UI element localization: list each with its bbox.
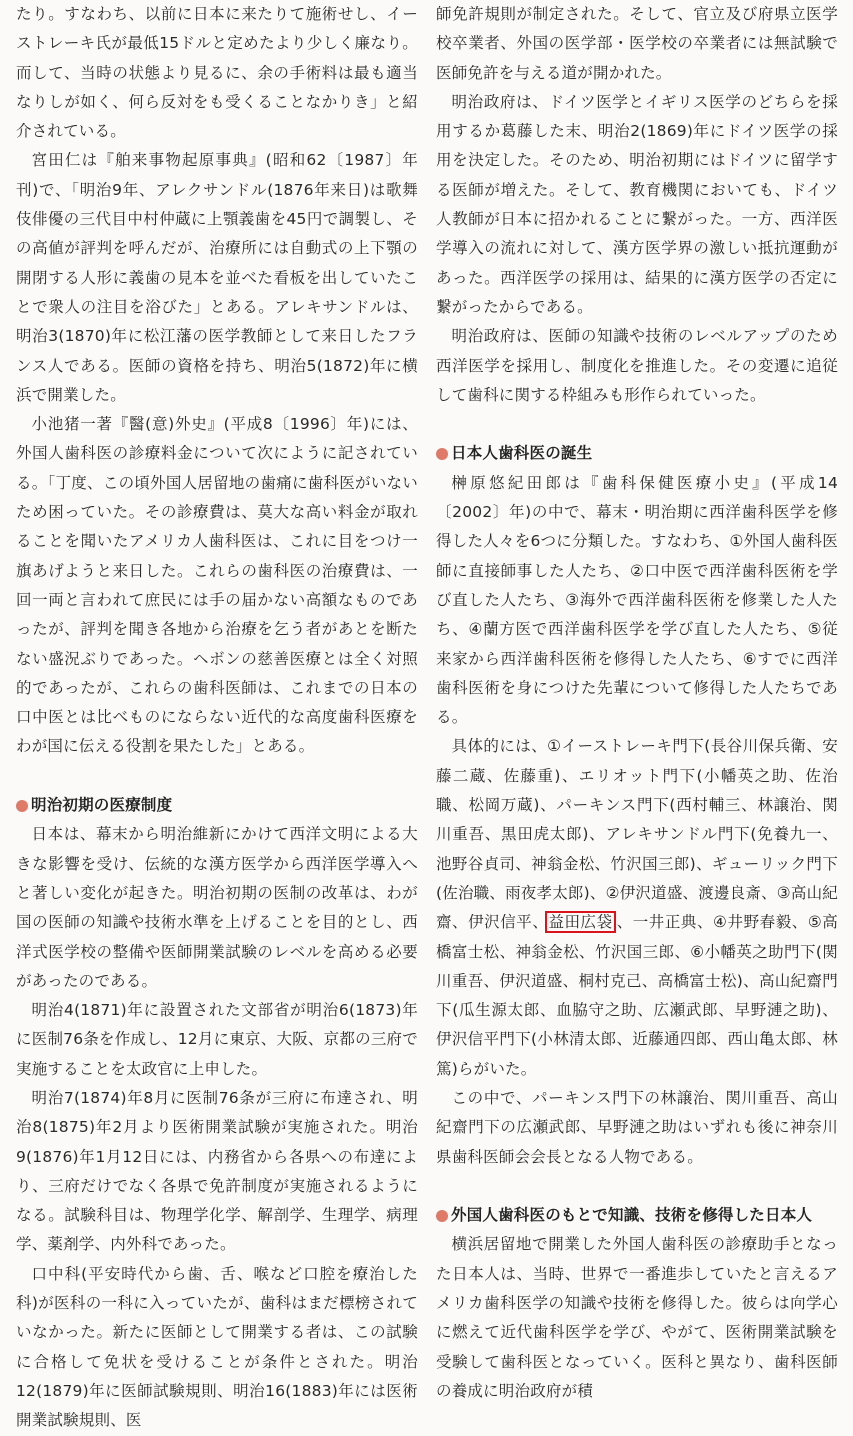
section-heading: [436, 439, 838, 468]
paragraph: 明治政府は、医師の知識や技術のレベルアップのため西洋医学を採用し、制度化を推進した。その変遷に追従して歯科に関する枠組みも形作られていった。: [436, 327, 838, 404]
paragraph: 明治政府は、ドイツ医学とイギリス医学のどちらを採用するか葛藤した末、明治2(1869)年にドイツ医学の採用を決定した。そのため、明治初期にはドイツに留学する医師が増えた。そして、教育機関においても、ドイツ人教師が日本に招かれることに繋がった。一方、西洋医学導入の流れに対して、漢方医学界の激しい抵抗運動があった。西洋医学の採用は、結果的に漢方医学の否定に繋がったからである。: [436, 92, 838, 316]
right-column: [436, 0, 838, 1406]
paragraph: 明治4(1871)年に設置された文部省が明治6(1873)年に医制76条を作成し、12月に東京、大阪、京都の三府で実施することを太政官に上申した。: [16, 1001, 418, 1078]
bullet-dot-icon: [436, 448, 448, 460]
paragraph: 師免許規則が制定された。そして、官立及び府県立医学校卒業者、外国の医学部・医学校の卒業者には無試験で医師免許を与える道が開かれた。: [436, 5, 838, 82]
section-heading: [16, 791, 418, 820]
paragraph: 明治7(1874)年8月に医制76条が三府に布達され、明治8(1875)年2月より医術開業試験が実施された。明治9(1876)年1月12日には、内務省から各県への布達により、三府だけでなく各県で免許制度が実施されるようになる。試験科目は、物理学化学、解剖学、生理学、病理学、薬剤学、内外科であった。: [16, 1088, 418, 1254]
highlighted-name: 益田広袋: [545, 911, 615, 933]
section-heading-text: 外国人歯科医のもとで知識、技術を修得した日本人: [451, 1206, 813, 1225]
bullet-dot-icon: [436, 1210, 448, 1222]
paragraph: 宮田仁は『舶来事物起原事典』(昭和62〔1987〕年刊)で、「明治9年、アレクサンドル(1876年来日)は歌舞伎俳優の三代目中村仲蔵に上顎義歯を45円で調製し、その高値が評判を呼んだが、治療所には自動式の上下顎の開閉する人形に義歯の見本を並べた看板を出していたことで衆人の注目を浴びた」とある。アレキサンドルは、明治3(1870)年に松江藩の医学教師として来日したフランス人である。医師の資格を持ち、明治5(1872)年に横浜で開業した。: [16, 151, 418, 404]
paragraph: 横浜居留地で開業した外国人歯科医の診療助手となった日本人は、当時、世界で一番進歩していたと言えるアメリカ歯科医学の知識や技術を修得した。彼らは向学心に燃えて近代歯科医学を学び、やがて、医術開業試験を受験して歯科医となっていく。医科と異なり、歯科医師の養成に明治政府が積: [436, 1235, 838, 1400]
spacer: [436, 410, 838, 439]
section-heading-text: 明治初期の医療制度: [31, 796, 173, 815]
spacer: [436, 1172, 838, 1201]
paragraph: 日本は、幕末から明治維新にかけて西洋文明による大きな影響を受け、伝統的な漢方医学から西洋医学導入へと著しい変化が起きた。明治初期の医制の改革は、わが国の医師の知識や技術水準を上げることを目的とし、西洋式医学校の整備や医師開業試験のレベルを高める必要があったのである。: [16, 825, 418, 990]
section-heading: [436, 1201, 838, 1230]
paragraph: 口中科(平安時代から歯、舌、喉など口腔を療治した科)が医科の一科に入っていたが、歯科はまだ標榜されていなかった。新たに医師として開業する者は、この試験に合格して免状を受けることが条件とされた。明治12(1879)年に医師試験規則、明治16(1883)年には医術開業試験規則、医: [16, 1264, 418, 1430]
paragraph: 小池猪一著『醫(意)外史』(平成8〔1996〕年)には、外国人歯科医の診療料金について次にように記されている。「丁度、この頃外国人居留地の歯痛に歯科医がいないため困っていた。その診療費は、莫大な高い料金が取れることを聞いたアメリカ人歯科医は、これに目をつけ一旗あげようと来日した。これらの歯科医の治療費は、一回一両と言われて庶民には手の届かない高額なものであったが、評判を聞き各地から治療を乞う者があとを断たない盛況ぶりであった。ヘボンの慈善医療とは全く対照的であったが、これらの歯科医師は、これまでの日本の口中医とは比べものにならない近代的な高度歯科医療をわが国に伝える役割を果たした」とある。: [16, 415, 418, 756]
paragraph: [436, 732, 838, 1084]
paragraph-text: 、一井正典、④井野春毅、⑤高橋富士松、神翁金松、竹沢国三郎、⑥小幡英之助門下(関川重吾、伊沢道盛、桐村克己、高橋富士松)、高山紀齋門下(瓜生源太郎、血脇守之助、広瀬武郎、早野漣之助)、伊沢信平門下(小林清太郎、近藤通四郎、西山亀太郎、林篤)らがいた。: [436, 913, 838, 1078]
bullet-dot-icon: [16, 800, 28, 812]
paragraph: 榊原悠紀田郎は『歯科保健医療小史』(平成14〔2002〕年)の中で、幕末・明治期に西洋歯科医学を修得した人々を6つに分類した。すなわち、①外国人歯科医師に直接師事した人たち、②口中医で西洋歯科医術を学び直した人たち、③海外で西洋歯科医術を修業した人たち、④蘭方医で西洋歯科医学を学び直した人たち、⑤従来家から西洋歯科医術を修得した人たち、⑥すでに西洋歯科医術を身につけた先輩について修得した人たちである。: [436, 473, 838, 727]
paragraph: この中で、パーキンス門下の林譲治、関川重吾、高山紀齋門下の広瀬武郎、早野漣之助はいずれも後に神奈川県歯科医師会会長となる人物である。: [436, 1088, 838, 1166]
spacer: [16, 762, 418, 791]
paragraph-text: 具体的には、①イーストレーキ門下(長谷川保兵衛、安藤二蔵、佐藤重)、エリオット門下(小幡英之助、佐治職、松岡万蔵)、パーキンス門下(西村輔三、林譲治、関川重吾、黒田虎太郎)、アレキサンドル門下(免養九一、池野谷貞司、神翁金松、竹沢国三郎)、ギューリック門下(佐治職、雨夜孝太郎)、②伊沢道盛、渡邊良斎、③高山紀齋、伊沢信平、: [436, 737, 838, 932]
left-column: [16, 0, 418, 1436]
paragraph: たり。すなわち、以前に日本に来たりて施術せし、イーストレーキ氏が最低15ドルと定めたより少しく廉なり。而して、当時の状態より見るに、余の手術料は最も適当なりしが如く、何ら反対をも受くることなかりき」と紹介されている。: [16, 5, 418, 141]
section-heading-text: 日本人歯科医の誕生: [451, 444, 593, 463]
